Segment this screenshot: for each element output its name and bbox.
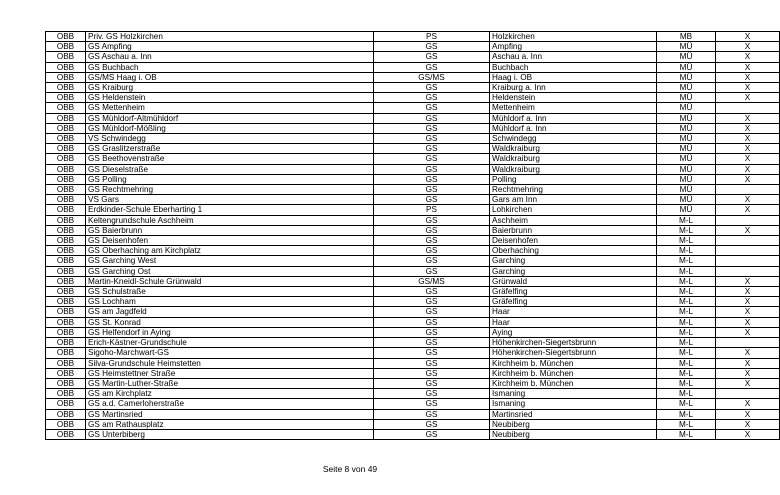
place-cell: Aying: [490, 327, 657, 337]
table-row: [46, 297, 780, 307]
mark-cell: [716, 266, 780, 276]
region-cell: OBB: [46, 389, 86, 399]
region-cell: OBB: [46, 144, 86, 154]
region-cell: OBB: [46, 256, 86, 266]
mark-cell: X: [716, 419, 780, 429]
place-cell: Höhenkirchen-Siegertsbrunn: [490, 338, 657, 348]
table-row: [46, 103, 780, 113]
school-name-cell: GS Mühldorf-Altmühldorf: [86, 113, 374, 123]
district-cell: MB: [657, 32, 716, 42]
school-name-cell: GS a.d. Camerloherstraße: [86, 399, 374, 409]
school-name-cell: GS Helfendorf in Aying: [86, 327, 374, 337]
school-name-cell: GS Dieselstraße: [86, 164, 374, 174]
mark-cell: X: [716, 317, 780, 327]
region-cell: OBB: [46, 409, 86, 419]
table-row: [46, 185, 780, 195]
school-type-cell: GS: [374, 42, 490, 52]
school-type-cell: GS: [374, 429, 490, 439]
mark-cell: [716, 215, 780, 225]
school-name-cell: GS Graslitzerstraße: [86, 144, 374, 154]
district-cell: MÜ: [657, 174, 716, 184]
place-cell: Kirchheim b. München: [490, 368, 657, 378]
school-type-cell: GS: [374, 123, 490, 133]
table-row: [46, 276, 780, 286]
school-name-cell: GS Aschau a. Inn: [86, 52, 374, 62]
district-cell: M-L: [657, 236, 716, 246]
school-type-cell: GS: [374, 225, 490, 235]
district-cell: M-L: [657, 327, 716, 337]
place-cell: Rechtmehring: [490, 185, 657, 195]
mark-cell: X: [716, 358, 780, 368]
district-cell: MÜ: [657, 134, 716, 144]
mark-cell: X: [716, 195, 780, 205]
school-name-cell: VS Schwindegg: [86, 134, 374, 144]
place-cell: Waldkraiburg: [490, 164, 657, 174]
table-row: [46, 348, 780, 358]
school-type-cell: GS: [374, 419, 490, 429]
place-cell: Schwindegg: [490, 134, 657, 144]
school-name-cell: GS Martin-Luther-Straße: [86, 378, 374, 388]
district-cell: M-L: [657, 225, 716, 235]
place-cell: Garching: [490, 256, 657, 266]
district-cell: MÜ: [657, 164, 716, 174]
school-type-cell: GS: [374, 154, 490, 164]
table-row: [46, 62, 780, 72]
place-cell: Deisenhofen: [490, 236, 657, 246]
mark-cell: X: [716, 327, 780, 337]
table-row: [46, 399, 780, 409]
region-cell: OBB: [46, 378, 86, 388]
table-row: [46, 93, 780, 103]
place-cell: Neubiberg: [490, 419, 657, 429]
mark-cell: X: [716, 307, 780, 317]
school-type-cell: GS: [374, 266, 490, 276]
region-cell: OBB: [46, 154, 86, 164]
district-cell: M-L: [657, 256, 716, 266]
place-cell: Holzkirchen: [490, 32, 657, 42]
school-type-cell: GS: [374, 195, 490, 205]
place-cell: Aschheim: [490, 215, 657, 225]
school-name-cell: GS Rechtmehring: [86, 185, 374, 195]
district-cell: MÜ: [657, 154, 716, 164]
school-type-cell: GS: [374, 174, 490, 184]
district-cell: MÜ: [657, 195, 716, 205]
region-cell: OBB: [46, 287, 86, 297]
region-cell: OBB: [46, 174, 86, 184]
region-cell: OBB: [46, 338, 86, 348]
school-type-cell: GS: [374, 236, 490, 246]
district-cell: M-L: [657, 215, 716, 225]
district-cell: M-L: [657, 419, 716, 429]
mark-cell: X: [716, 297, 780, 307]
place-cell: Kraiburg a. Inn: [490, 83, 657, 93]
district-cell: M-L: [657, 338, 716, 348]
place-cell: Mühldorf a. Inn: [490, 113, 657, 123]
region-cell: OBB: [46, 62, 86, 72]
district-cell: M-L: [657, 276, 716, 286]
page-footer: [0, 464, 700, 474]
district-cell: M-L: [657, 429, 716, 439]
place-cell: Grünwald: [490, 276, 657, 286]
place-cell: Ampfing: [490, 42, 657, 52]
region-cell: OBB: [46, 419, 86, 429]
place-cell: Polling: [490, 174, 657, 184]
place-cell: Haag i. OB: [490, 72, 657, 82]
school-name-cell: GS Oberhaching am Kirchplatz: [86, 246, 374, 256]
table-row: [46, 154, 780, 164]
school-name-cell: GS Buchbach: [86, 62, 374, 72]
table-row: [46, 72, 780, 82]
school-name-cell: GS Heldenstein: [86, 93, 374, 103]
table-row: [46, 134, 780, 144]
place-cell: Kirchheim b. München: [490, 358, 657, 368]
place-cell: Aschau a. Inn: [490, 52, 657, 62]
mark-cell: X: [716, 409, 780, 419]
mark-cell: X: [716, 348, 780, 358]
region-cell: OBB: [46, 185, 86, 195]
region-cell: OBB: [46, 266, 86, 276]
region-cell: OBB: [46, 32, 86, 42]
district-cell: M-L: [657, 348, 716, 358]
table-row: [46, 174, 780, 184]
district-cell: M-L: [657, 378, 716, 388]
region-cell: OBB: [46, 164, 86, 174]
school-type-cell: GS: [374, 93, 490, 103]
district-cell: MÜ: [657, 123, 716, 133]
school-type-cell: GS: [374, 389, 490, 399]
region-cell: OBB: [46, 225, 86, 235]
mark-cell: [716, 185, 780, 195]
school-table: [45, 31, 780, 440]
mark-cell: X: [716, 154, 780, 164]
region-cell: OBB: [46, 297, 86, 307]
school-type-cell: GS: [374, 327, 490, 337]
table-row: [46, 358, 780, 368]
place-cell: Neubiberg: [490, 429, 657, 439]
mark-cell: X: [716, 368, 780, 378]
school-type-cell: GS: [374, 348, 490, 358]
school-type-cell: GS: [374, 144, 490, 154]
school-name-cell: GS Garching West: [86, 256, 374, 266]
place-cell: Lohkirchen: [490, 205, 657, 215]
district-cell: M-L: [657, 317, 716, 327]
table-row: [46, 42, 780, 52]
school-name-cell: GS am Kirchplatz: [86, 389, 374, 399]
district-cell: M-L: [657, 399, 716, 409]
table-row: [46, 287, 780, 297]
region-cell: OBB: [46, 195, 86, 205]
mark-cell: X: [716, 83, 780, 93]
school-type-cell: GS: [374, 409, 490, 419]
place-cell: Mühldorf a. Inn: [490, 123, 657, 133]
place-cell: Haar: [490, 317, 657, 327]
table-row: [46, 164, 780, 174]
school-type-cell: PS: [374, 32, 490, 42]
school-name-cell: Priv. GS Holzkirchen: [86, 32, 374, 42]
school-type-cell: GS: [374, 185, 490, 195]
table-row: [46, 236, 780, 246]
school-name-cell: GS Heimstettner Straße: [86, 368, 374, 378]
school-name-cell: GS Beethovenstraße: [86, 154, 374, 164]
school-type-cell: GS/MS: [374, 72, 490, 82]
district-cell: M-L: [657, 358, 716, 368]
school-name-cell: GS Martinsried: [86, 409, 374, 419]
region-cell: OBB: [46, 72, 86, 82]
mark-cell: X: [716, 62, 780, 72]
mark-cell: [716, 389, 780, 399]
place-cell: Heldenstein: [490, 93, 657, 103]
table-row: [46, 327, 780, 337]
district-cell: M-L: [657, 368, 716, 378]
school-name-cell: VS Gars: [86, 195, 374, 205]
school-type-cell: GS: [374, 338, 490, 348]
mark-cell: X: [716, 72, 780, 82]
district-cell: MÜ: [657, 72, 716, 82]
school-name-cell: GS am Jagdfeld: [86, 307, 374, 317]
school-name-cell: GS/MS Haag i. OB: [86, 72, 374, 82]
mark-cell: X: [716, 113, 780, 123]
region-cell: OBB: [46, 236, 86, 246]
school-type-cell: GS: [374, 62, 490, 72]
district-cell: MÜ: [657, 42, 716, 52]
table-row: [46, 205, 780, 215]
mark-cell: X: [716, 399, 780, 409]
school-name-cell: Erdkinder-Schule Eberharting 1: [86, 205, 374, 215]
school-type-cell: GS: [374, 287, 490, 297]
place-cell: Gräfelfing: [490, 287, 657, 297]
school-type-cell: GS: [374, 317, 490, 327]
district-cell: M-L: [657, 409, 716, 419]
mark-cell: X: [716, 276, 780, 286]
school-type-cell: GS: [374, 246, 490, 256]
mark-cell: X: [716, 32, 780, 42]
district-cell: MÜ: [657, 93, 716, 103]
mark-cell: X: [716, 52, 780, 62]
school-name-cell: Martin-Kneidl-Schule Grünwald: [86, 276, 374, 286]
table-row: [46, 32, 780, 42]
school-name-cell: Silva-Grundschule Heimstetten: [86, 358, 374, 368]
school-name-cell: GS Mettenheim: [86, 103, 374, 113]
table-row: [46, 83, 780, 93]
district-cell: MÜ: [657, 83, 716, 93]
district-cell: MÜ: [657, 103, 716, 113]
school-name-cell: GS Schulstraße: [86, 287, 374, 297]
district-cell: M-L: [657, 287, 716, 297]
school-type-cell: GS: [374, 378, 490, 388]
region-cell: OBB: [46, 52, 86, 62]
mark-cell: X: [716, 144, 780, 154]
school-type-cell: GS: [374, 256, 490, 266]
school-name-cell: GS Kraiburg: [86, 83, 374, 93]
school-type-cell: GS: [374, 297, 490, 307]
school-name-cell: Keltengrundschule Aschheim: [86, 215, 374, 225]
place-cell: Garching: [490, 266, 657, 276]
school-name-cell: GS Mühldorf-Mößling: [86, 123, 374, 133]
school-name-cell: GS Garching Ost: [86, 266, 374, 276]
district-cell: MÜ: [657, 113, 716, 123]
table-row: [46, 266, 780, 276]
district-cell: M-L: [657, 307, 716, 317]
table-row: [46, 409, 780, 419]
district-cell: MÜ: [657, 144, 716, 154]
mark-cell: X: [716, 205, 780, 215]
table-row: [46, 225, 780, 235]
region-cell: OBB: [46, 123, 86, 133]
school-type-cell: GS: [374, 307, 490, 317]
region-cell: OBB: [46, 327, 86, 337]
region-cell: OBB: [46, 276, 86, 286]
place-cell: Oberhaching: [490, 246, 657, 256]
school-type-cell: GS: [374, 83, 490, 93]
place-cell: Waldkraiburg: [490, 154, 657, 164]
table-row: [46, 378, 780, 388]
page-number: Seite 8 von 49: [322, 464, 378, 474]
table-row: [46, 419, 780, 429]
mark-cell: X: [716, 164, 780, 174]
table-row: [46, 123, 780, 133]
table-row: [46, 52, 780, 62]
district-cell: M-L: [657, 389, 716, 399]
mark-cell: [716, 103, 780, 113]
mark-cell: X: [716, 134, 780, 144]
region-cell: OBB: [46, 368, 86, 378]
district-cell: MÜ: [657, 62, 716, 72]
place-cell: Ismaning: [490, 399, 657, 409]
region-cell: OBB: [46, 399, 86, 409]
region-cell: OBB: [46, 358, 86, 368]
mark-cell: X: [716, 174, 780, 184]
place-cell: Haar: [490, 307, 657, 317]
table-row: [46, 144, 780, 154]
school-type-cell: PS: [374, 205, 490, 215]
mark-cell: [716, 256, 780, 266]
place-cell: Kirchheim b. München: [490, 378, 657, 388]
school-name-cell: Sigoho-Marchwart-GS: [86, 348, 374, 358]
mark-cell: X: [716, 42, 780, 52]
district-cell: M-L: [657, 266, 716, 276]
table-row: [46, 429, 780, 439]
region-cell: OBB: [46, 307, 86, 317]
region-cell: OBB: [46, 205, 86, 215]
table-row: [46, 338, 780, 348]
table-row: [46, 317, 780, 327]
school-name-cell: GS St. Konrad: [86, 317, 374, 327]
place-cell: Mettenheim: [490, 103, 657, 113]
place-cell: Martinsried: [490, 409, 657, 419]
district-cell: MÜ: [657, 205, 716, 215]
district-cell: M-L: [657, 297, 716, 307]
table-row: [46, 256, 780, 266]
region-cell: OBB: [46, 42, 86, 52]
school-type-cell: GS: [374, 134, 490, 144]
region-cell: OBB: [46, 113, 86, 123]
school-name-cell: GS Unterbiberg: [86, 429, 374, 439]
region-cell: OBB: [46, 83, 86, 93]
mark-cell: X: [716, 287, 780, 297]
table-row: [46, 246, 780, 256]
school-type-cell: GS/MS: [374, 276, 490, 286]
school-type-cell: GS: [374, 113, 490, 123]
mark-cell: X: [716, 225, 780, 235]
table-row: [46, 113, 780, 123]
district-cell: MÜ: [657, 185, 716, 195]
school-name-cell: GS Ampfing: [86, 42, 374, 52]
school-name-cell: GS Baierbrunn: [86, 225, 374, 235]
school-name-cell: Erich-Kästner-Grundschule: [86, 338, 374, 348]
school-name-cell: GS Deisenhofen: [86, 236, 374, 246]
region-cell: OBB: [46, 429, 86, 439]
school-name-cell: GS Polling: [86, 174, 374, 184]
school-name-cell: GS Lochham: [86, 297, 374, 307]
place-cell: Höhenkirchen-Siegertsbrunn: [490, 348, 657, 358]
place-cell: Buchbach: [490, 62, 657, 72]
mark-cell: X: [716, 429, 780, 439]
mark-cell: X: [716, 378, 780, 388]
table-row: [46, 215, 780, 225]
place-cell: Baierbrunn: [490, 225, 657, 235]
school-type-cell: GS: [374, 164, 490, 174]
school-type-cell: GS: [374, 103, 490, 113]
place-cell: Ismaning: [490, 389, 657, 399]
mark-cell: [716, 236, 780, 246]
table-row: [46, 368, 780, 378]
region-cell: OBB: [46, 317, 86, 327]
region-cell: OBB: [46, 246, 86, 256]
school-type-cell: GS: [374, 52, 490, 62]
school-type-cell: GS: [374, 358, 490, 368]
place-cell: Gräfelfing: [490, 297, 657, 307]
table-row: [46, 195, 780, 205]
place-cell: Gars am Inn: [490, 195, 657, 205]
table-row: [46, 307, 780, 317]
mark-cell: [716, 338, 780, 348]
table-row: [46, 389, 780, 399]
school-type-cell: GS: [374, 399, 490, 409]
school-name-cell: GS am Rathausplatz: [86, 419, 374, 429]
district-cell: MÜ: [657, 52, 716, 62]
school-type-cell: GS: [374, 215, 490, 225]
region-cell: OBB: [46, 215, 86, 225]
mark-cell: X: [716, 93, 780, 103]
region-cell: OBB: [46, 134, 86, 144]
region-cell: OBB: [46, 93, 86, 103]
region-cell: OBB: [46, 348, 86, 358]
place-cell: Waldkraiburg: [490, 144, 657, 154]
school-type-cell: GS: [374, 368, 490, 378]
district-cell: M-L: [657, 246, 716, 256]
mark-cell: X: [716, 123, 780, 133]
mark-cell: [716, 246, 780, 256]
region-cell: OBB: [46, 103, 86, 113]
